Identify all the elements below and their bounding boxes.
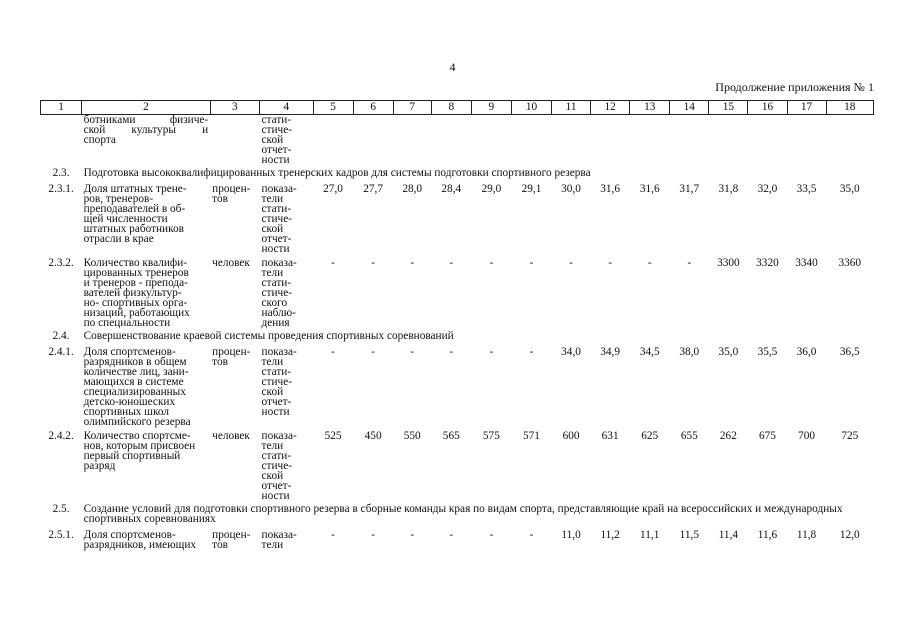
header-cell: 15 <box>709 101 748 115</box>
indicator-value: 34,5 <box>639 346 660 358</box>
indicator-value: - <box>529 529 534 541</box>
indicator-source: показа- тели стати- стиче- ского наблю- дения <box>261 257 297 329</box>
header-cell: 2 <box>82 101 211 115</box>
indicator-value: 31,6 <box>600 183 621 195</box>
indicator-value: 262 <box>719 430 737 442</box>
indicator-value: 11,2 <box>600 529 620 541</box>
indicator-value: 565 <box>442 430 460 442</box>
indicator-value: 3300 <box>717 257 740 269</box>
indicator-value: - <box>608 257 613 269</box>
indicator-value: 27,7 <box>363 183 384 195</box>
page-number: 4 <box>449 60 456 74</box>
indicator-number: 2.4.1. <box>48 346 74 358</box>
indicator-value: 631 <box>601 430 619 442</box>
section-row <box>41 328 874 343</box>
indicator-value: 600 <box>562 430 580 442</box>
indicator-value: 525 <box>324 430 342 442</box>
indicator-value: - <box>449 257 454 269</box>
indicators-table <box>40 100 874 550</box>
indicator-value: - <box>331 346 335 358</box>
indicator-value: 571 <box>522 430 540 442</box>
indicator-value: 725 <box>841 430 859 442</box>
header-cell: 11 <box>552 101 591 115</box>
header-row <box>41 101 874 115</box>
fragment-source: стати- стиче- ской отчет- ности <box>261 114 292 166</box>
indicator-unit: человек <box>212 257 250 269</box>
indicator-number: 2.3.1. <box>48 183 74 195</box>
indicator-value: 31,7 <box>679 183 700 195</box>
header-cell: 1 <box>41 101 82 115</box>
indicator-unit: процен- тов <box>212 346 251 368</box>
indicator-row <box>41 180 874 254</box>
header-cell: 13 <box>630 101 670 115</box>
indicator-row <box>41 254 874 328</box>
indicator-value: 550 <box>403 430 421 442</box>
header-cell: 17 <box>787 101 826 115</box>
indicator-value: 28,0 <box>402 183 423 195</box>
indicator-value: - <box>331 529 335 541</box>
section-number: 2.4. <box>52 330 70 342</box>
indicator-value: - <box>647 257 652 269</box>
indicator-value: - <box>449 346 454 358</box>
fragment-name: ботниками физиче- ской культуры и спорта <box>83 114 209 146</box>
indicator-value: 27,0 <box>323 183 343 195</box>
indicator-value: - <box>410 257 415 269</box>
indicator-value: 29,0 <box>481 183 502 195</box>
indicator-value: - <box>449 529 454 541</box>
indicator-value: 450 <box>364 430 382 442</box>
indicator-value: 33,5 <box>796 183 817 195</box>
indicator-name: Количество спортсме- нов, которым присвоен первый спортивный разряд <box>83 430 196 472</box>
indicator-number: 2.3.2. <box>48 257 74 269</box>
indicator-number: 2.4.2. <box>48 430 74 442</box>
indicator-value: 3360 <box>838 257 862 269</box>
header-cell: 7 <box>393 101 431 115</box>
indicator-unit: процен- тов <box>212 529 251 551</box>
indicator-value: 3320 <box>756 257 779 269</box>
indicator-row <box>41 427 874 501</box>
header-cell: 12 <box>591 101 630 115</box>
header-cell: 4 <box>260 101 313 115</box>
indicator-unit: человек <box>212 430 250 442</box>
indicator-value: 11,1 <box>640 529 660 541</box>
section-title: Совершенствование краевой системы проведения спортивных соревнований <box>83 330 454 342</box>
section-number: 2.3. <box>52 167 70 179</box>
indicator-value: - <box>371 346 376 358</box>
indicator-value: 31,6 <box>639 183 660 195</box>
header-cell: 5 <box>313 101 353 115</box>
indicator-source: показа- тели стати- стиче- ской отчет- ности <box>261 430 297 502</box>
indicator-value: - <box>569 257 573 269</box>
indicator-name: Доля спортсменов- разрядников в общем количестве лиц, зани- мающихся в системе специализированных детско-юношеских спортивных школ олимпийского резерва <box>83 346 191 428</box>
indicator-value: 700 <box>798 430 816 442</box>
indicator-value: 31,8 <box>718 183 739 195</box>
top-fragment-row <box>41 115 874 166</box>
header-cell: 3 <box>210 101 259 115</box>
indicator-value: 11,6 <box>757 529 778 541</box>
header-cell: 18 <box>826 101 873 115</box>
indicator-value: - <box>529 257 534 269</box>
indicator-value: - <box>489 257 494 269</box>
section-row <box>41 501 874 526</box>
indicator-value: 3340 <box>795 257 818 269</box>
indicator-value: - <box>410 529 415 541</box>
indicator-source: показа- тели <box>261 529 297 551</box>
header-cell: 9 <box>471 101 511 115</box>
indicator-value: 36,0 <box>796 346 817 358</box>
indicator-source: показа- тели стати- стиче- ской отчет- ности <box>261 183 297 255</box>
continuation-label: Продолжение приложения № 1 <box>715 80 874 94</box>
indicator-value: 11,5 <box>679 529 699 541</box>
indicator-value: - <box>489 529 494 541</box>
indicator-row <box>41 526 874 550</box>
indicator-value: - <box>529 346 534 358</box>
indicator-value: 11,8 <box>796 529 817 541</box>
indicator-value: 32,0 <box>757 183 778 195</box>
indicator-value: 36,5 <box>839 346 860 358</box>
indicator-value: 35,0 <box>718 346 739 358</box>
indicator-value: 675 <box>758 430 776 442</box>
indicator-value: 35,0 <box>839 183 860 195</box>
indicator-value: - <box>371 529 376 541</box>
indicator-value: 655 <box>680 430 698 442</box>
indicator-value: 38,0 <box>679 346 700 358</box>
indicator-value: 35,5 <box>757 346 778 358</box>
header-cell: 8 <box>431 101 471 115</box>
indicator-value: - <box>687 257 692 269</box>
indicator-source: показа- тели стати- стиче- ской отчет- ности <box>261 346 297 418</box>
indicator-value: - <box>489 346 494 358</box>
indicator-value: - <box>331 257 335 269</box>
header-cell: 6 <box>353 101 393 115</box>
section-title: Подготовка высококвалифицированных тренерских кадров для системы подготовки спортивного резерва <box>83 167 591 179</box>
section-row <box>41 165 874 180</box>
indicator-number: 2.5.1. <box>48 529 74 541</box>
indicator-value: 11,0 <box>561 529 581 541</box>
header-cell: 10 <box>511 101 551 115</box>
indicator-value: - <box>410 346 415 358</box>
indicator-value: 34,0 <box>561 346 581 358</box>
indicator-name: Доля спортсменов- разрядников, имеющих <box>83 529 197 551</box>
indicator-value: 12,0 <box>839 529 860 541</box>
header-cell: 14 <box>670 101 709 115</box>
header-cell: 16 <box>748 101 787 115</box>
section-number: 2.5. <box>52 503 70 515</box>
indicator-value: 28,4 <box>441 183 462 195</box>
indicator-value: 575 <box>482 430 500 442</box>
indicator-unit: процен- тов <box>212 183 251 205</box>
indicator-value: - <box>371 257 376 269</box>
indicator-name: Количество квалифи- цированных тренеров и тренеров - препода- вателей физкультур- но- спортивных орга- низаций, работающих по специальности <box>83 257 190 329</box>
indicator-value: 625 <box>641 430 659 442</box>
indicator-value: 30,0 <box>561 183 581 195</box>
indicator-value: 34,9 <box>600 346 621 358</box>
indicator-value: 29,1 <box>521 183 542 195</box>
indicator-row <box>41 343 874 427</box>
indicator-name: Доля штатных трене- ров, тренеров- преподавателей в об- щей численности штатных работников отрасли в крае <box>83 183 187 245</box>
section-title: Создание условий для подготовки спортивного резерва в сборные команды края по видам спорта, представляющие край на всероссийских и международных спортивных соревнованиях <box>83 503 843 525</box>
indicator-value: 11,4 <box>718 529 739 541</box>
